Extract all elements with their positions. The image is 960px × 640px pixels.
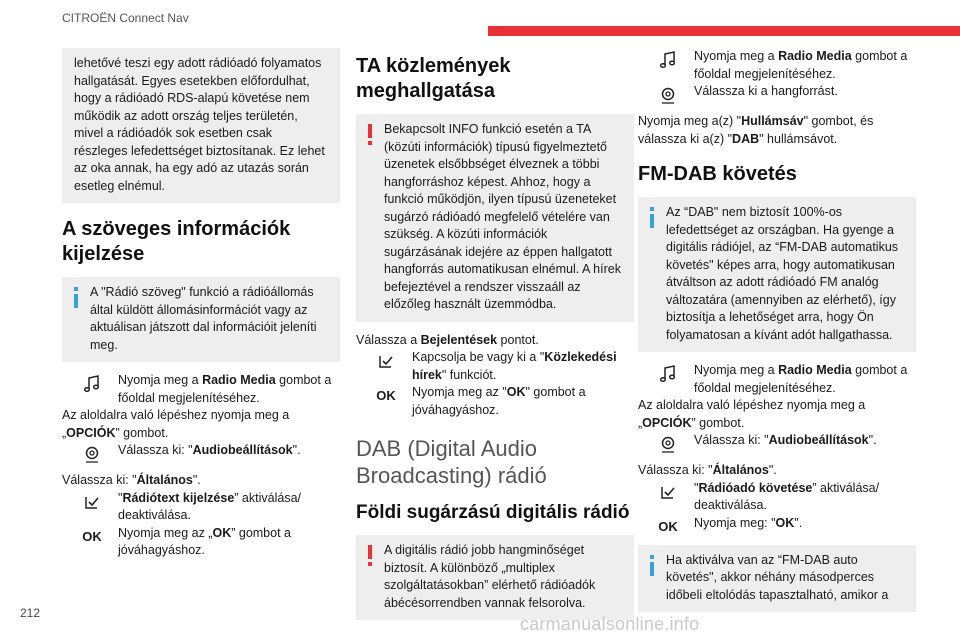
step-audio-settings: Válassza ki: "Audiobeállítások". xyxy=(638,432,916,452)
step-radiotext-toggle: "Rádiótext kijelzése” aktiválása/ deaktiválása. xyxy=(62,490,340,525)
warning-box-digital xyxy=(356,535,634,620)
column-3 xyxy=(638,48,916,612)
step-ok-confirm: OK Nyomja meg az "OK" gombot a jóváhagyáshoz. xyxy=(376,385,586,417)
info-box-fm-dab-delay xyxy=(638,545,916,613)
column-1 xyxy=(62,48,340,560)
general-instruction: Válassza ki: "Általános". xyxy=(638,463,777,477)
radio-source-icon xyxy=(658,85,678,105)
music-note-icon xyxy=(658,364,678,384)
section-heading-ta: TA közlemények meghallgatása xyxy=(356,55,511,102)
settings-gear-icon xyxy=(82,444,102,464)
checkbox-icon xyxy=(658,482,678,502)
music-note-icon xyxy=(658,50,678,70)
warning-text: Bekapcsolt INFO funkció esetén a TA (közúti információk) típusú figyelmeztető üzenetek elsőbbséget élveznek a többi hangforráshoz képest. Ahhoz, hogy a funkció működjön, ilyen típusú üzeneteket sugárzó rádióadó megfelelő vételére van szükség. A közúti információk sugárzásának idejére az éppen hallgatott hangforrás automatikusan elnémul. A hírek befejeztével a rendszer visszaáll az előzőleg használt üzemmódba. xyxy=(384,122,621,311)
section-heading-text-info: A szöveges információk kijelzése xyxy=(62,218,291,265)
info-text: A "Rádió szöveg" funkció a rádióállomás által küldött állomásinformációt vagy az aktuálisan játszott dal információit jeleníti meg. xyxy=(90,285,317,352)
info-box xyxy=(62,277,340,362)
music-note-icon xyxy=(82,374,102,394)
settings-gear-icon xyxy=(658,434,678,454)
ok-icon: OK xyxy=(376,388,396,404)
watermark: carmanualsonline.info xyxy=(520,614,700,634)
announcements-instruction: Válassza a Bejelentések pontot. xyxy=(356,332,539,347)
checkbox-icon xyxy=(82,492,102,512)
step-radio-media: Nyomja meg a Radio Media gombot a főoldal megjelenítéséhez. xyxy=(638,362,916,397)
info-box-fm-dab xyxy=(638,197,916,352)
step-ok-confirm: OK Nyomja meg: "OK". xyxy=(638,515,916,535)
warning-text-digital: A digitális rádió jobb hangminőséget biztosít. A különböző „multiplex szolgáltatásokban” elérhető rádióadók ábécésorrendben vannak felsorolva. xyxy=(384,543,596,610)
page-number: 212 xyxy=(20,606,41,620)
options-instruction: Az aloldalra való lépéshez nyomja meg a „OPCIÓK” gombot. xyxy=(62,408,290,440)
step-radio-media: Nyomja meg a Radio Media gombot a főoldal megjelenítéséhez. xyxy=(638,48,916,83)
continued-text-box xyxy=(62,48,340,203)
checkbox-icon xyxy=(376,351,396,371)
step-select-source: Válassza ki a hangforrást. xyxy=(638,83,916,103)
ok-icon: OK xyxy=(658,518,678,534)
info-text-fm-dab: Az “DAB" nem biztosít 100%-os lefedettséget az országban. Ha gyenge a digitális rádiójel, az “FM-DAB automatikus követés" képes arra, hogy automatikusan átváltson az adott rádióadó FM analóg változatára (amennyiben az elérhető), így biztosítja a lehetőséget arra, hogy Ön folyamatosan a kívánt adót hallgathassa. xyxy=(666,205,899,342)
column-2 xyxy=(356,48,634,620)
general-instruction: Válassza ki: "Általános". xyxy=(62,473,201,487)
continued-text: lehetővé teszi egy adott rádióadó folyamatos hallgatását. Egyes esetekben előfordulhat, hogy a rádióadó RDS-alapú követése nem működik az adott ország teljes területén, mivel a rádióadók sok esetben csak részleges lefedettséget biztosítanak. Ez lehet az oka annak, ha egy adó az utazás során esetleg elnémul. xyxy=(74,56,325,193)
step-radio-media: Nyomja meg a Radio Media gombot a főoldal megjelenítéséhez. xyxy=(62,372,340,407)
header-title: CITROËN Connect Nav xyxy=(62,11,189,25)
step-ok-confirm: OK Nyomja meg az „OK” gombot a jóváhagyáshoz. xyxy=(82,525,291,557)
step-station-follow-toggle: "Rádióadó követése” aktiválása/ deaktiválása. xyxy=(638,480,916,515)
section-heading-ground-digital: Földi sugárzású digitális rádió xyxy=(356,502,630,523)
section-heading-fm-dab: FM-DAB követés xyxy=(638,163,797,185)
section-heading-dab: DAB (Digital Audio Broadcasting) rádió xyxy=(356,436,547,488)
warning-box xyxy=(356,114,634,322)
info-text-delay: Ha aktiválva van az “FM-DAB auto követés", akkor néhány másodperces időbeli eltolódás tapasztalható, amikor a xyxy=(666,552,889,602)
band-instruction: Nyomja meg a(z) "Hullámsáv" gombot, és válassza ki a(z) "DAB" hullámsávot. xyxy=(638,114,874,146)
header-accent-bar xyxy=(488,26,960,36)
step-audio-settings: Válassza ki: "Audiobeállítások". xyxy=(62,442,340,462)
step-traffic-news-toggle: Kapcsolja be vagy ki a "Közlekedési hírek" funkciót. xyxy=(356,349,634,384)
options-instruction: Az aloldalra való lépéshez nyomja meg a „OPCIÓK” gombot. xyxy=(638,398,866,430)
ok-icon: OK xyxy=(82,528,102,544)
